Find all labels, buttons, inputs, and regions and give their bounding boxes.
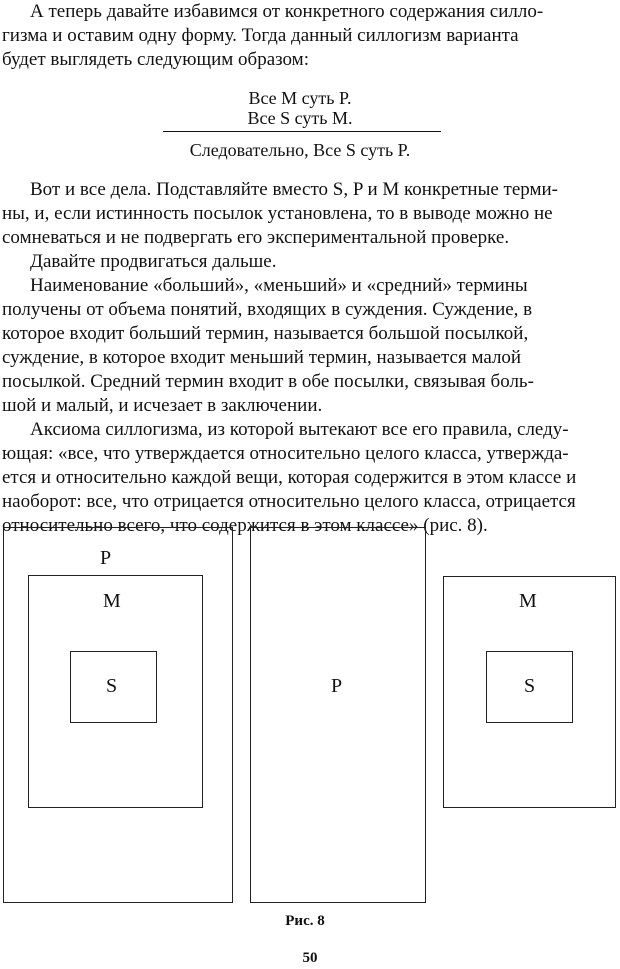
text-line: А теперь давайте избавимся от конкретного содержания силло-: [30, 1, 544, 22]
left-inner-label: S: [106, 675, 118, 697]
text-line: суждение, в которое входит меньший термин, называется малой: [2, 347, 522, 368]
text-line: Аксиома силлогизма, из которой вытекают все его правила, следу-: [30, 419, 569, 440]
text-line: Давайте продвигаться дальше.: [30, 251, 277, 272]
paragraph-4: [2, 274, 614, 418]
syllogism-major-premise: Все M суть P.: [248, 88, 352, 108]
text-line: ющая: «все, что утверждается относительно целого класса, утвержда-: [2, 443, 569, 464]
left-middle-label: M: [103, 590, 121, 612]
center-outer-label: P: [331, 675, 343, 697]
text-line: сомневаться и не подвергать его экспериментальной проверке.: [2, 227, 510, 248]
text-line: шой и малый, и исчезает в заключении.: [2, 395, 323, 416]
text-line: наоборот: все, что отрицается относительно целого класса, отрицается: [2, 491, 576, 512]
text-line: посылкой. Средний термин входит в обе посылки, связывая боль-: [2, 371, 534, 392]
syllogism-conclusion: Следовательно, Все S суть P.: [189, 140, 411, 160]
syllogism-minor-premise: Все S суть M.: [247, 108, 353, 128]
text-line: гизма и оставим одну форму. Тогда данный силлогизм варианта: [2, 25, 519, 46]
text-line: которое входит больший термин, называется большой посылкой,: [2, 323, 529, 344]
text-line: ется и относительно каждой вещи, которая содержится в этом классе и: [2, 467, 577, 488]
center-outer-box: [250, 527, 426, 903]
paragraph-5: [2, 418, 614, 538]
page-number: 50: [302, 950, 318, 966]
text-line: Наименование «больший», «меньший» и «средний» термины: [30, 275, 528, 296]
paragraph-2: [2, 178, 614, 250]
paragraph-1: [2, 0, 614, 24]
paragraph-3: [2, 250, 614, 274]
text-line: ны, и, если истинность посылок установлена, то в выводе можно не: [2, 203, 553, 224]
syllogism-rule: [163, 131, 441, 132]
text-line: будет выглядеть следующим образом:: [2, 49, 309, 70]
text-line: получены от объема понятий, входящих в суждения. Суждение, в: [2, 299, 533, 320]
right-inner-label: S: [524, 675, 536, 697]
paragraph-1-cont: [2, 24, 614, 72]
text-line: относительно всего, что содержится в этом классе» (рис. 8).: [2, 515, 488, 536]
text-line: Вот и все дела. Подставляйте вместо S, P и M конкретные терми-: [30, 179, 558, 200]
right-outer-label: M: [519, 590, 537, 612]
left-outer-label: P: [100, 547, 112, 569]
figure-caption: Рис. 8: [285, 913, 325, 929]
